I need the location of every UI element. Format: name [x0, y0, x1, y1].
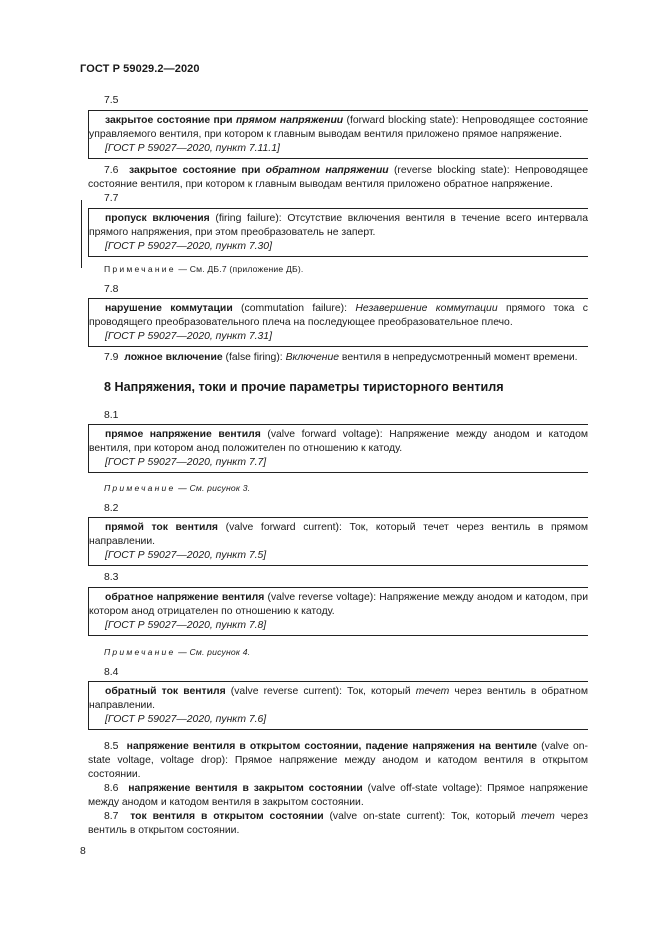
- section-heading-8: 8 Напряжения, токи и прочие параметры тиристорного вентиля: [104, 380, 504, 394]
- definition-text-8-5: 8.5 напряжение вентиля в открытом состоянии, падение напряжения на вентиле (valve on-state voltage, voltage drop): Прямое напряжение между анодом и катодом вентиля в открытом состоянии.: [88, 741, 589, 780]
- definition-7-9: [88, 351, 588, 365]
- definition-text-7-8: нарушение коммутации (commutation failure): Незавершение коммутации прямого тока с проводящего преобразовательного плеча на последующее преобразовательное плечо.: [89, 303, 588, 328]
- clause-number-8-3: 8.3: [104, 572, 119, 583]
- page-number: 8: [80, 846, 86, 857]
- clause-number-7-8: 7.8: [104, 284, 119, 295]
- definition-7-6: [88, 164, 588, 192]
- definition-text-8-6: 8.6 напряжение вентиля в закрытом состоянии (valve off-state voltage): Прямое напряжение между анодом и катодом вентиля в закрытом состоянии.: [88, 783, 589, 808]
- definition-text-7-9: 7.9 ложное включение (false firing): Включение вентиля в непредусмотренный момент времени.: [104, 352, 578, 363]
- reference-8-3: [ГОСТ Р 59027—2020, пункт 7.8]: [105, 620, 267, 631]
- definitions-8-5-to-8-7: [88, 740, 588, 838]
- definition-box-8-4: [88, 681, 588, 730]
- note-8-1: Примечание — См. рисунок 3.: [104, 483, 251, 493]
- definition-box-8-2: [88, 517, 588, 566]
- definition-text-7-6: 7.6 закрытое состояние при обратном напряжении (reverse blocking state): Непроводящее состояние вентиля, при котором к главным выводам вентиля приложено обратное напряжение.: [88, 165, 588, 190]
- definition-box-7-5: [88, 110, 588, 159]
- definition-text-8-3: обратное напряжение вентиля (valve reverse voltage): Напряжение между анодом и катодом, при котором анод отрицателен по отношению к катоду.: [89, 592, 588, 617]
- reference-8-4: [ГОСТ Р 59027—2020, пункт 7.6]: [105, 714, 267, 725]
- definition-box-7-7: [88, 208, 588, 257]
- definition-text-8-4: обратный ток вентиля (valve reverse current): Ток, который течет через вентиль в обратном направлении.: [89, 686, 588, 711]
- note-8-3: Примечание — См. рисунок 4.: [104, 647, 251, 657]
- reference-7-8: [ГОСТ Р 59027—2020, пункт 7.31]: [105, 331, 272, 342]
- reference-7-5: [ГОСТ Р 59027—2020, пункт 7.11.1]: [105, 143, 280, 154]
- definition-box-8-3: [88, 587, 588, 636]
- clause-number-7-7: 7.7: [104, 193, 119, 204]
- reference-8-1: [ГОСТ Р 59027—2020, пункт 7.7]: [105, 457, 267, 468]
- definition-text-7-5: закрытое состояние при прямом напряжении (forward blocking state): Непроводящее состояние управляемого вентиля, при котором к главным выводам вентиля приложено прямое напряжение.: [89, 115, 589, 140]
- reference-8-2: [ГОСТ Р 59027—2020, пункт 7.5]: [105, 550, 267, 561]
- document-header: ГОСТ Р 59029.2—2020: [80, 63, 200, 75]
- revision-bar: [81, 200, 82, 268]
- definition-box-8-1: [88, 424, 588, 473]
- definition-text-8-7: 8.7 ток вентиля в открытом состоянии (valve on-state current): Ток, который течет через вентиль в открытом состоянии.: [88, 811, 588, 836]
- definition-text-8-1: прямое напряжение вентиля (valve forward voltage): Напряжение между анодом и катодом вентиля, при котором анод положителен по отношению к катоду.: [89, 429, 588, 454]
- clause-number-8-4: 8.4: [104, 667, 119, 678]
- definition-box-7-8: [88, 298, 588, 347]
- definition-text-7-7: пропуск включения (firing failure): Отсутствие включения вентиля в течение всего интервала прямого напряжения, при этом преобразователь не заперт.: [89, 213, 588, 238]
- clause-number-7-5: 7.5: [104, 95, 119, 106]
- note-7-7: Примечание — См. ДБ.7 (приложение ДБ).: [104, 264, 304, 274]
- clause-number-8-2: 8.2: [104, 503, 119, 514]
- clause-number-8-1: 8.1: [104, 410, 119, 421]
- definition-text-8-2: прямой ток вентиля (valve forward current): Ток, который течет через вентиль в прямом направлении.: [89, 522, 588, 547]
- reference-7-7: [ГОСТ Р 59027—2020, пункт 7.30]: [105, 241, 272, 252]
